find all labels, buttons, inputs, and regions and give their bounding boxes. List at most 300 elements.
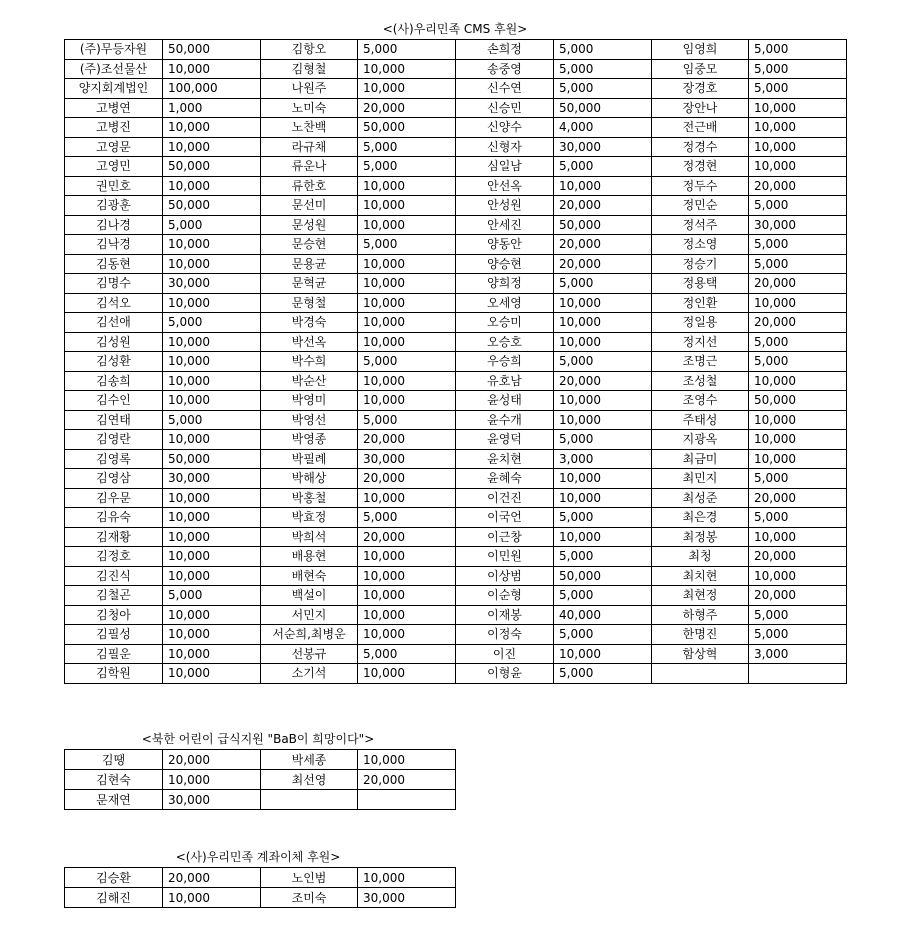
donor-name-cell: 김재황: [65, 527, 163, 547]
donation-amount-cell: 10,000: [358, 59, 456, 79]
donation-amount-cell: 10,000: [554, 469, 652, 489]
donor-name-cell: 김항오: [261, 40, 358, 60]
donation-amount-cell: 20,000: [749, 586, 847, 606]
donation-amount-cell: 5,000: [358, 410, 456, 430]
donor-name-cell: 김연태: [65, 410, 163, 430]
table-row: [65, 770, 456, 790]
donor-name-cell: 문승현: [261, 235, 358, 255]
donation-amount-cell: 5,000: [163, 313, 261, 333]
donor-name-cell: 송중영: [456, 59, 554, 79]
donor-name-cell: 이정숙: [456, 625, 554, 645]
donation-amount-cell: 5,000: [358, 508, 456, 528]
donor-name-cell: 이민원: [456, 547, 554, 567]
donor-name-cell: 박필례: [261, 449, 358, 469]
donor-name-cell: 박경숙: [261, 313, 358, 333]
donor-name-cell: 문혁균: [261, 274, 358, 294]
donor-name-cell: 정일용: [652, 313, 749, 333]
donation-amount-cell: 5,000: [554, 508, 652, 528]
donation-amount-cell: 10,000: [749, 430, 847, 450]
table-row: [65, 586, 847, 606]
donor-name-cell: 김나경: [65, 215, 163, 235]
donation-amount-cell: 10,000: [358, 750, 456, 770]
donation-amount-cell: 5,000: [749, 332, 847, 352]
donation-amount-cell: 20,000: [749, 547, 847, 567]
donation-amount-cell: 20,000: [358, 98, 456, 118]
donation-amount-cell: 10,000: [358, 586, 456, 606]
table-row: [65, 235, 847, 255]
table-row: [65, 274, 847, 294]
donation-amount-cell: 10,000: [163, 547, 261, 567]
donor-name-cell: 김유숙: [65, 508, 163, 528]
donation-amount-cell: 5,000: [749, 59, 847, 79]
donation-amount-cell: 20,000: [358, 527, 456, 547]
donor-name-cell: 정인환: [652, 293, 749, 313]
donation-amount-cell: 50,000: [163, 196, 261, 216]
donation-amount-cell: 10,000: [163, 235, 261, 255]
donor-name-cell: 오승미: [456, 313, 554, 333]
donor-name-cell: 류운나: [261, 157, 358, 177]
donor-name-cell: 고병진: [65, 118, 163, 138]
donation-amount-cell: 10,000: [163, 566, 261, 586]
table-row: [65, 488, 847, 508]
donation-amount-cell: 5,000: [554, 625, 652, 645]
donation-amount-cell: 10,000: [554, 527, 652, 547]
donor-name-cell: 안세진: [456, 215, 554, 235]
donation-amount-cell: 10,000: [358, 371, 456, 391]
donation-amount-cell: 10,000: [358, 391, 456, 411]
donation-amount-cell: 10,000: [163, 888, 261, 908]
table-row: [65, 888, 456, 908]
table-row: [65, 157, 847, 177]
donation-amount-cell: 10,000: [358, 274, 456, 294]
donor-name-cell: 선봉규: [261, 644, 358, 664]
donor-name-cell: 김필운: [65, 644, 163, 664]
table-row: [65, 254, 847, 274]
donor-name-cell: 김영삼: [65, 469, 163, 489]
donation-amount-cell: 30,000: [358, 449, 456, 469]
donation-amount-cell: 5,000: [749, 79, 847, 99]
donor-name-cell: 문선미: [261, 196, 358, 216]
donor-name-cell: 박세종: [261, 750, 358, 770]
donor-name-cell: 최은경: [652, 508, 749, 528]
donor-name-cell: 최청: [652, 547, 749, 567]
donor-name-cell: 윤치현: [456, 449, 554, 469]
table-row: [65, 566, 847, 586]
donor-name-cell: 김현숙: [65, 770, 163, 790]
donor-name-cell: 김영란: [65, 430, 163, 450]
donation-amount-cell: 10,000: [749, 98, 847, 118]
donor-name-cell: 안선옥: [456, 176, 554, 196]
donor-name-cell: 백설이: [261, 586, 358, 606]
donation-amount-cell: 10,000: [554, 293, 652, 313]
table-row: [65, 664, 847, 684]
donor-name-cell: 소기석: [261, 664, 358, 684]
donor-name-cell: 임영희: [652, 40, 749, 60]
table-row: [65, 790, 456, 810]
donor-name-cell: 장안나: [652, 98, 749, 118]
donation-amount-cell: 10,000: [163, 293, 261, 313]
donor-name-cell: 정용택: [652, 274, 749, 294]
donation-amount-cell: 10,000: [163, 605, 261, 625]
donation-amount-cell: 50,000: [749, 391, 847, 411]
donor-name-cell: 정민순: [652, 196, 749, 216]
donor-name-cell: 정경현: [652, 157, 749, 177]
donation-amount-cell: 10,000: [358, 176, 456, 196]
donor-name-cell: 양동안: [456, 235, 554, 255]
donor-name-cell: 박희석: [261, 527, 358, 547]
donor-name-cell: 신양수: [456, 118, 554, 138]
donor-name-cell: 최금미: [652, 449, 749, 469]
table-row: [65, 137, 847, 157]
donation-amount-cell: 10,000: [163, 118, 261, 138]
table-row: [65, 430, 847, 450]
table-row: [65, 508, 847, 528]
table-row: [65, 293, 847, 313]
transfer-donor-table: [64, 867, 456, 908]
donation-amount-cell: 30,000: [163, 469, 261, 489]
donor-name-cell: 우승희: [456, 352, 554, 372]
donation-amount-cell: 10,000: [163, 352, 261, 372]
donor-name-cell: 김광훈: [65, 196, 163, 216]
donor-name-cell: 윤수개: [456, 410, 554, 430]
donation-amount-cell: 1,000: [163, 98, 261, 118]
donation-amount-cell: 10,000: [358, 664, 456, 684]
donation-amount-cell: 10,000: [163, 332, 261, 352]
table-row: [65, 868, 456, 888]
donation-amount-cell: 5,000: [749, 605, 847, 625]
donation-amount-cell: 3,000: [554, 449, 652, 469]
donor-name-cell: 이진: [456, 644, 554, 664]
donation-amount-cell: 10,000: [163, 625, 261, 645]
donor-name-cell: 정경수: [652, 137, 749, 157]
donor-name-cell: 박영미: [261, 391, 358, 411]
donation-amount-cell: 50,000: [163, 157, 261, 177]
donation-amount-cell: 20,000: [554, 254, 652, 274]
donor-name-cell: 박홍철: [261, 488, 358, 508]
donation-amount-cell: 10,000: [163, 527, 261, 547]
donor-name-cell: (주)무등자원: [65, 40, 163, 60]
donation-amount-cell: 5,000: [358, 40, 456, 60]
donation-amount-cell: 20,000: [749, 274, 847, 294]
donor-name-cell: 박순산: [261, 371, 358, 391]
donor-name-cell: 박선옥: [261, 332, 358, 352]
donor-name-cell: [652, 664, 749, 684]
table-row: [65, 118, 847, 138]
table-row: [65, 98, 847, 118]
table-row: [65, 469, 847, 489]
donor-name-cell: 조미숙: [261, 888, 358, 908]
donor-name-cell: 류한호: [261, 176, 358, 196]
donor-name-cell: 유호남: [456, 371, 554, 391]
donor-name-cell: (주)조선물산: [65, 59, 163, 79]
donor-name-cell: 신형자: [456, 137, 554, 157]
donor-name-cell: 김승환: [65, 868, 163, 888]
donation-amount-cell: 10,000: [163, 371, 261, 391]
table-row: [65, 410, 847, 430]
donor-name-cell: 양희정: [456, 274, 554, 294]
donor-name-cell: 안성원: [456, 196, 554, 216]
donor-name-cell: 김낙경: [65, 235, 163, 255]
donation-amount-cell: 10,000: [358, 868, 456, 888]
donation-amount-cell: 30,000: [163, 790, 261, 810]
donor-name-cell: 윤성태: [456, 391, 554, 411]
donation-amount-cell: 100,000: [163, 79, 261, 99]
donation-amount-cell: 20,000: [554, 196, 652, 216]
transfer-section-title: <(사)우리민족 계좌이체 후원>: [175, 850, 341, 864]
donor-name-cell: 신수연: [456, 79, 554, 99]
donation-amount-cell: 50,000: [554, 98, 652, 118]
donor-name-cell: 김송희: [65, 371, 163, 391]
donation-amount-cell: 10,000: [163, 770, 261, 790]
donation-amount-cell: 10,000: [554, 332, 652, 352]
donor-name-cell: 정소영: [652, 235, 749, 255]
table-row: [65, 313, 847, 333]
donation-amount-cell: 20,000: [749, 488, 847, 508]
donor-name-cell: 박수희: [261, 352, 358, 372]
donor-name-cell: [261, 790, 358, 810]
donor-name-cell: 김땡: [65, 750, 163, 770]
donation-amount-cell: 4,000: [554, 118, 652, 138]
donation-amount-cell: 10,000: [163, 59, 261, 79]
donation-amount-cell: 5,000: [554, 274, 652, 294]
table-row: [65, 79, 847, 99]
donation-amount-cell: 10,000: [358, 547, 456, 567]
donation-amount-cell: 10,000: [163, 137, 261, 157]
donor-name-cell: 정두수: [652, 176, 749, 196]
donation-amount-cell: 10,000: [554, 176, 652, 196]
donor-name-cell: 문성원: [261, 215, 358, 235]
donation-amount-cell: 5,000: [749, 352, 847, 372]
donor-name-cell: 김정호: [65, 547, 163, 567]
donation-amount-cell: 10,000: [749, 449, 847, 469]
table-row: [65, 750, 456, 770]
donor-name-cell: 신승민: [456, 98, 554, 118]
donation-amount-cell: 5,000: [358, 235, 456, 255]
donation-amount-cell: 10,000: [358, 254, 456, 274]
donor-name-cell: 윤영덕: [456, 430, 554, 450]
donation-amount-cell: 10,000: [163, 391, 261, 411]
donor-name-cell: 조명근: [652, 352, 749, 372]
donor-name-cell: 서민지: [261, 605, 358, 625]
table-row: [65, 527, 847, 547]
donation-amount-cell: 10,000: [749, 527, 847, 547]
donation-amount-cell: 10,000: [749, 293, 847, 313]
donor-name-cell: 김필성: [65, 625, 163, 645]
donation-amount-cell: 10,000: [358, 605, 456, 625]
donor-name-cell: 문재연: [65, 790, 163, 810]
donation-amount-cell: 20,000: [358, 770, 456, 790]
donor-name-cell: 임중모: [652, 59, 749, 79]
donor-name-cell: 양지회계법인: [65, 79, 163, 99]
donor-name-cell: 이국언: [456, 508, 554, 528]
donor-name-cell: 김해진: [65, 888, 163, 908]
donation-amount-cell: 5,000: [163, 410, 261, 430]
donation-amount-cell: 5,000: [554, 157, 652, 177]
table-row: [65, 196, 847, 216]
donor-name-cell: 조영수: [652, 391, 749, 411]
donation-amount-cell: [358, 790, 456, 810]
table-row: [65, 371, 847, 391]
donation-amount-cell: 10,000: [554, 313, 652, 333]
donation-amount-cell: 5,000: [163, 215, 261, 235]
donation-amount-cell: 50,000: [163, 40, 261, 60]
donation-amount-cell: 5,000: [749, 40, 847, 60]
donor-name-cell: 이건진: [456, 488, 554, 508]
donor-name-cell: 주태성: [652, 410, 749, 430]
donation-amount-cell: 5,000: [554, 664, 652, 684]
table-row: [65, 332, 847, 352]
donor-name-cell: 윤혜숙: [456, 469, 554, 489]
donor-name-cell: 고병연: [65, 98, 163, 118]
table-row: [65, 40, 847, 60]
donation-amount-cell: 10,000: [358, 488, 456, 508]
donation-amount-cell: 3,000: [749, 644, 847, 664]
table-row: [65, 644, 847, 664]
donation-amount-cell: 10,000: [749, 157, 847, 177]
donor-name-cell: 김철곤: [65, 586, 163, 606]
donation-amount-cell: 5,000: [163, 586, 261, 606]
donor-name-cell: 심일남: [456, 157, 554, 177]
donor-name-cell: 함상혁: [652, 644, 749, 664]
donation-amount-cell: 5,000: [554, 40, 652, 60]
donor-name-cell: 김진식: [65, 566, 163, 586]
donor-name-cell: 고영민: [65, 157, 163, 177]
donor-name-cell: 문형철: [261, 293, 358, 313]
donation-amount-cell: 5,000: [358, 352, 456, 372]
donation-amount-cell: 10,000: [163, 254, 261, 274]
donor-name-cell: 장경호: [652, 79, 749, 99]
donor-name-cell: 나원주: [261, 79, 358, 99]
donation-amount-cell: 30,000: [554, 137, 652, 157]
donation-amount-cell: 20,000: [163, 868, 261, 888]
donor-name-cell: 전근배: [652, 118, 749, 138]
donor-name-cell: 이순형: [456, 586, 554, 606]
donor-name-cell: 하형주: [652, 605, 749, 625]
donor-name-cell: 배용현: [261, 547, 358, 567]
donor-name-cell: 박효정: [261, 508, 358, 528]
donation-amount-cell: 10,000: [749, 137, 847, 157]
donation-amount-cell: 5,000: [554, 59, 652, 79]
donation-amount-cell: 5,000: [554, 352, 652, 372]
donor-name-cell: 서순희,최병운: [261, 625, 358, 645]
donation-amount-cell: 5,000: [749, 196, 847, 216]
donation-amount-cell: 30,000: [163, 274, 261, 294]
donation-amount-cell: 5,000: [554, 547, 652, 567]
donation-amount-cell: 10,000: [749, 371, 847, 391]
donor-name-cell: 권민호: [65, 176, 163, 196]
donor-name-cell: 김명수: [65, 274, 163, 294]
donation-amount-cell: 20,000: [749, 313, 847, 333]
donor-name-cell: 김수인: [65, 391, 163, 411]
donor-name-cell: 김성환: [65, 352, 163, 372]
donor-name-cell: 고영문: [65, 137, 163, 157]
donor-name-cell: 이근창: [456, 527, 554, 547]
donation-amount-cell: 10,000: [554, 644, 652, 664]
donor-name-cell: 오승호: [456, 332, 554, 352]
donor-name-cell: 한명진: [652, 625, 749, 645]
donation-amount-cell: 5,000: [358, 137, 456, 157]
donation-amount-cell: 10,000: [358, 332, 456, 352]
donation-amount-cell: 5,000: [358, 644, 456, 664]
donor-name-cell: 배현숙: [261, 566, 358, 586]
donor-name-cell: 최현정: [652, 586, 749, 606]
donation-amount-cell: 5,000: [749, 625, 847, 645]
donor-name-cell: 김우문: [65, 488, 163, 508]
donation-amount-cell: 5,000: [749, 469, 847, 489]
donor-name-cell: 최정봉: [652, 527, 749, 547]
donation-amount-cell: 10,000: [554, 488, 652, 508]
donor-name-cell: 노찬백: [261, 118, 358, 138]
table-row: [65, 547, 847, 567]
donor-name-cell: 김석오: [65, 293, 163, 313]
donor-name-cell: 양승현: [456, 254, 554, 274]
donation-amount-cell: 50,000: [358, 118, 456, 138]
donor-name-cell: 김학원: [65, 664, 163, 684]
donor-name-cell: 정지선: [652, 332, 749, 352]
donor-name-cell: 김동현: [65, 254, 163, 274]
donor-name-cell: 박영종: [261, 430, 358, 450]
donation-amount-cell: 50,000: [163, 449, 261, 469]
donation-amount-cell: 10,000: [358, 196, 456, 216]
donation-amount-cell: 10,000: [554, 391, 652, 411]
donation-amount-cell: 10,000: [358, 293, 456, 313]
donation-amount-cell: 5,000: [749, 235, 847, 255]
donor-name-cell: 박해상: [261, 469, 358, 489]
table-row: [65, 625, 847, 645]
donor-name-cell: 최치현: [652, 566, 749, 586]
bab-section-title: <북한 어린이 급식지원 "BaB이 희망이다">: [141, 732, 375, 746]
donation-amount-cell: 10,000: [749, 566, 847, 586]
donation-amount-cell: 10,000: [358, 79, 456, 99]
donation-amount-cell: 20,000: [163, 750, 261, 770]
donation-amount-cell: 30,000: [749, 215, 847, 235]
donor-name-cell: 최민지: [652, 469, 749, 489]
donation-amount-cell: 20,000: [749, 176, 847, 196]
donation-amount-cell: 10,000: [749, 410, 847, 430]
donor-name-cell: 손희정: [456, 40, 554, 60]
donation-amount-cell: 10,000: [163, 664, 261, 684]
donor-name-cell: 정승기: [652, 254, 749, 274]
donation-amount-cell: 20,000: [554, 235, 652, 255]
donation-amount-cell: 20,000: [358, 469, 456, 489]
donor-name-cell: 이상범: [456, 566, 554, 586]
donor-name-cell: 오세영: [456, 293, 554, 313]
table-row: [65, 215, 847, 235]
table-row: [65, 352, 847, 372]
donation-amount-cell: 50,000: [554, 566, 652, 586]
donor-name-cell: 라규채: [261, 137, 358, 157]
donor-name-cell: 김성원: [65, 332, 163, 352]
donor-name-cell: 지광옥: [652, 430, 749, 450]
donor-name-cell: 김영록: [65, 449, 163, 469]
donor-name-cell: 김선애: [65, 313, 163, 333]
donor-name-cell: 김형철: [261, 59, 358, 79]
donor-name-cell: 노인범: [261, 868, 358, 888]
donation-amount-cell: 20,000: [554, 371, 652, 391]
donation-amount-cell: 40,000: [554, 605, 652, 625]
donor-name-cell: 최선영: [261, 770, 358, 790]
donation-amount-cell: 5,000: [749, 254, 847, 274]
table-row: [65, 449, 847, 469]
donation-amount-cell: [749, 664, 847, 684]
donation-amount-cell: 50,000: [554, 215, 652, 235]
donation-amount-cell: 10,000: [163, 176, 261, 196]
donor-name-cell: 조성철: [652, 371, 749, 391]
donation-amount-cell: 10,000: [358, 625, 456, 645]
donation-amount-cell: 5,000: [554, 586, 652, 606]
donation-amount-cell: 5,000: [554, 79, 652, 99]
donation-amount-cell: 5,000: [554, 430, 652, 450]
